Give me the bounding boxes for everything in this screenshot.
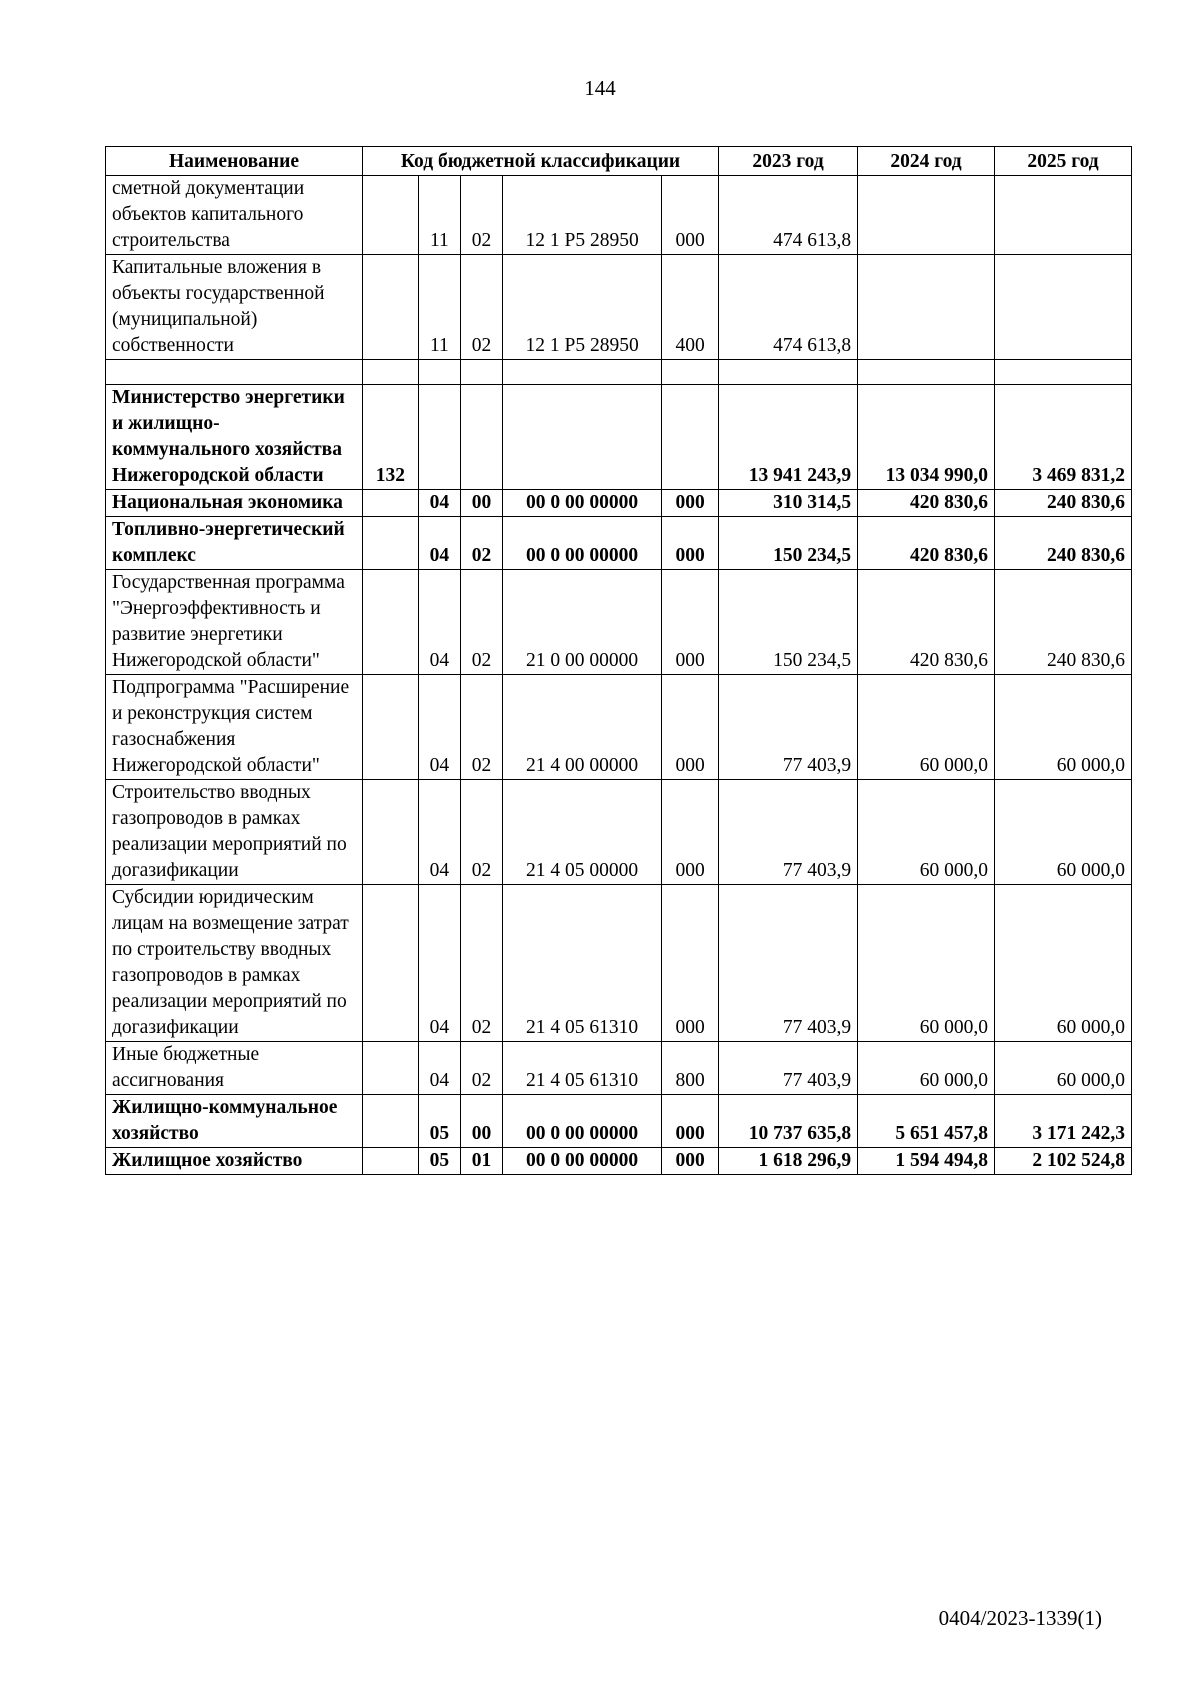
- cell-subsection: 02: [460, 255, 502, 360]
- cell-grbs: 132: [363, 385, 419, 490]
- cell-subsection: [460, 385, 502, 490]
- cell-section: 04: [418, 490, 460, 517]
- cell-target-article: 00 0 00 00000: [503, 1148, 662, 1175]
- cell-target-article: [503, 385, 662, 490]
- cell-subsection: 00: [460, 490, 502, 517]
- cell-target-article: 21 0 00 00000: [503, 570, 662, 675]
- cell-target-article: 12 1 Р5 28950: [503, 176, 662, 255]
- cell-expense-type: 000: [662, 885, 719, 1042]
- cell-2023: 77 403,9: [719, 1042, 858, 1095]
- cell-grbs: [363, 255, 419, 360]
- cell-name: Иные бюджетные ассигнования: [106, 1042, 363, 1095]
- spacer-cell: [418, 360, 460, 385]
- cell-name: Топливно-энергетический комплекс: [106, 517, 363, 570]
- cell-expense-type: 000: [662, 176, 719, 255]
- cell-name: Государственная программа "Энергоэффективность и развитие энергетики Нижегородской области": [106, 570, 363, 675]
- cell-subsection: 02: [460, 570, 502, 675]
- cell-grbs: [363, 885, 419, 1042]
- cell-expense-type: 000: [662, 517, 719, 570]
- table-row: [106, 780, 1132, 885]
- cell-name: Строительство вводных газопроводов в рамках реализации мероприятий по догазификации: [106, 780, 363, 885]
- cell-2024: 60 000,0: [858, 1042, 995, 1095]
- spacer-cell: [460, 360, 502, 385]
- cell-2024: 1 594 494,8: [858, 1148, 995, 1175]
- spacer-cell: [994, 360, 1131, 385]
- cell-2023: 13 941 243,9: [719, 385, 858, 490]
- cell-expense-type: 400: [662, 255, 719, 360]
- cell-target-article: 00 0 00 00000: [503, 517, 662, 570]
- spacer-cell: [503, 360, 662, 385]
- cell-target-article: 00 0 00 00000: [503, 490, 662, 517]
- cell-2025: 60 000,0: [994, 780, 1131, 885]
- cell-expense-type: 000: [662, 675, 719, 780]
- cell-subsection: 02: [460, 517, 502, 570]
- cell-2024: [858, 255, 995, 360]
- spacer-cell: [106, 360, 363, 385]
- cell-2023: 150 234,5: [719, 570, 858, 675]
- cell-2023: 474 613,8: [719, 176, 858, 255]
- cell-section: 11: [418, 176, 460, 255]
- spacer-cell: [858, 360, 995, 385]
- cell-grbs: [363, 1148, 419, 1175]
- cell-2025: 240 830,6: [994, 490, 1131, 517]
- cell-2023: 474 613,8: [719, 255, 858, 360]
- cell-2023: 77 403,9: [719, 780, 858, 885]
- cell-target-article: 12 1 Р5 28950: [503, 255, 662, 360]
- cell-section: 05: [418, 1148, 460, 1175]
- cell-name: Субсидии юридическим лицам на возмещение затрат по строительству вводных газопроводов в рамках реализации мероприятий по догазификации: [106, 885, 363, 1042]
- cell-section: 04: [418, 1042, 460, 1095]
- table-row: [106, 385, 1132, 490]
- cell-2024: 60 000,0: [858, 675, 995, 780]
- cell-target-article: 21 4 00 00000: [503, 675, 662, 780]
- cell-subsection: 00: [460, 1095, 502, 1148]
- header-2023: 2023 год: [719, 147, 858, 176]
- cell-grbs: [363, 517, 419, 570]
- cell-name: Жилищное хозяйство: [106, 1148, 363, 1175]
- cell-2024: 420 830,6: [858, 570, 995, 675]
- table-row: [106, 570, 1132, 675]
- header-code: Код бюджетной классификации: [363, 147, 719, 176]
- cell-2024: 60 000,0: [858, 885, 995, 1042]
- cell-2025: 3 469 831,2: [994, 385, 1131, 490]
- cell-section: 11: [418, 255, 460, 360]
- cell-name: Министерство энергетики и жилищно-коммунального хозяйства Нижегородской области: [106, 385, 363, 490]
- spacer-cell: [363, 360, 419, 385]
- cell-2025: [994, 176, 1131, 255]
- cell-2025: 240 830,6: [994, 570, 1131, 675]
- table-row: [106, 490, 1132, 517]
- cell-expense-type: 000: [662, 1148, 719, 1175]
- cell-grbs: [363, 1095, 419, 1148]
- header-name: Наименование: [106, 147, 363, 176]
- cell-grbs: [363, 176, 419, 255]
- cell-subsection: 02: [460, 1042, 502, 1095]
- cell-2025: 2 102 524,8: [994, 1148, 1131, 1175]
- cell-section: 04: [418, 675, 460, 780]
- cell-name: сметной документации объектов капитального строительства: [106, 176, 363, 255]
- cell-grbs: [363, 675, 419, 780]
- cell-subsection: 02: [460, 885, 502, 1042]
- cell-section: 04: [418, 780, 460, 885]
- document-code: 0404/2023-1339(1): [938, 1606, 1102, 1630]
- cell-expense-type: 000: [662, 1095, 719, 1148]
- cell-subsection: 01: [460, 1148, 502, 1175]
- table-row: [106, 255, 1132, 360]
- cell-2025: 60 000,0: [994, 675, 1131, 780]
- cell-2023: 10 737 635,8: [719, 1095, 858, 1148]
- cell-target-article: 21 4 05 61310: [503, 885, 662, 1042]
- page-number: 144: [584, 76, 616, 100]
- cell-grbs: [363, 490, 419, 517]
- cell-2025: [994, 255, 1131, 360]
- cell-subsection: 02: [460, 176, 502, 255]
- cell-2024: 420 830,6: [858, 517, 995, 570]
- cell-2023: 310 314,5: [719, 490, 858, 517]
- cell-2023: 150 234,5: [719, 517, 858, 570]
- cell-section: 04: [418, 517, 460, 570]
- cell-2025: 60 000,0: [994, 1042, 1131, 1095]
- cell-2023: 1 618 296,9: [719, 1148, 858, 1175]
- cell-section: 04: [418, 885, 460, 1042]
- spacer-cell: [719, 360, 858, 385]
- table-row: [106, 1095, 1132, 1148]
- cell-2024: 5 651 457,8: [858, 1095, 995, 1148]
- cell-2024: 60 000,0: [858, 780, 995, 885]
- cell-2024: [858, 176, 995, 255]
- header-2025: 2025 год: [994, 147, 1131, 176]
- cell-target-article: 21 4 05 61310: [503, 1042, 662, 1095]
- cell-2025: 60 000,0: [994, 885, 1131, 1042]
- cell-expense-type: 800: [662, 1042, 719, 1095]
- cell-name: Национальная экономика: [106, 490, 363, 517]
- table-row: [106, 885, 1132, 1042]
- cell-expense-type: 000: [662, 490, 719, 517]
- table-header-row: [106, 147, 1132, 176]
- table-row: [106, 675, 1132, 780]
- cell-target-article: 21 4 05 00000: [503, 780, 662, 885]
- budget-table: [105, 146, 1132, 1175]
- cell-expense-type: 000: [662, 780, 719, 885]
- cell-2025: 3 171 242,3: [994, 1095, 1131, 1148]
- cell-2025: 240 830,6: [994, 517, 1131, 570]
- cell-target-article: 00 0 00 00000: [503, 1095, 662, 1148]
- cell-name: Жилищно-коммунальное хозяйство: [106, 1095, 363, 1148]
- cell-2024: 420 830,6: [858, 490, 995, 517]
- cell-section: 05: [418, 1095, 460, 1148]
- cell-name: Капитальные вложения в объекты государственной (муниципальной) собственности: [106, 255, 363, 360]
- table-row: [106, 1042, 1132, 1095]
- cell-grbs: [363, 570, 419, 675]
- cell-name: Подпрограмма "Расширение и реконструкция систем газоснабжения Нижегородской области": [106, 675, 363, 780]
- cell-subsection: 02: [460, 780, 502, 885]
- cell-2023: 77 403,9: [719, 885, 858, 1042]
- table-row: [106, 517, 1132, 570]
- table-row: [106, 176, 1132, 255]
- cell-grbs: [363, 1042, 419, 1095]
- cell-section: [418, 385, 460, 490]
- cell-grbs: [363, 780, 419, 885]
- cell-2023: 77 403,9: [719, 675, 858, 780]
- cell-2024: 13 034 990,0: [858, 385, 995, 490]
- cell-expense-type: [662, 385, 719, 490]
- header-2024: 2024 год: [858, 147, 995, 176]
- cell-expense-type: 000: [662, 570, 719, 675]
- table-row: [106, 1148, 1132, 1175]
- spacer-cell: [662, 360, 719, 385]
- cell-section: 04: [418, 570, 460, 675]
- spacer-row: [106, 360, 1132, 385]
- cell-subsection: 02: [460, 675, 502, 780]
